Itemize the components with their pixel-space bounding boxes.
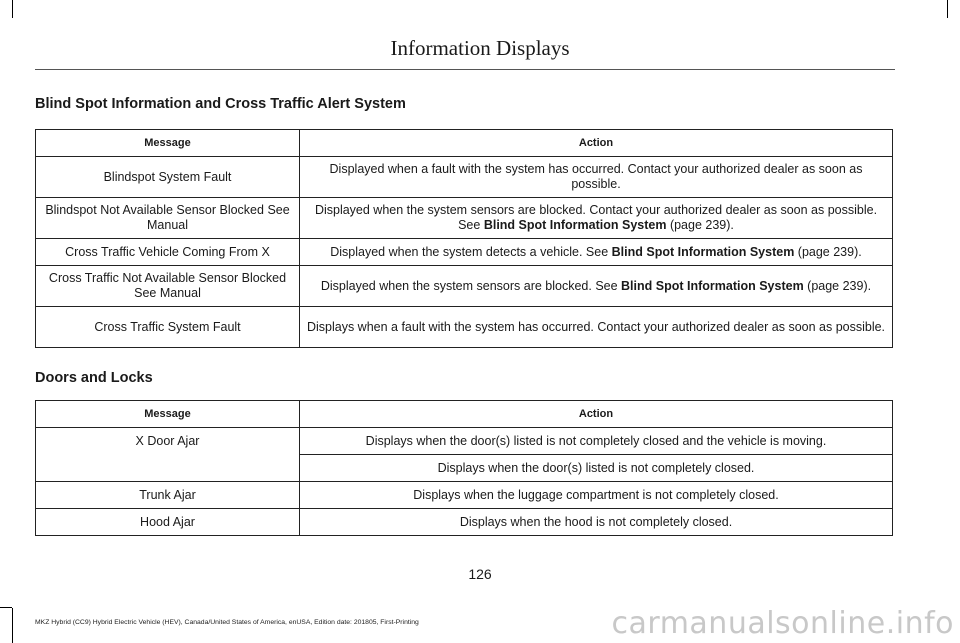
- action-text: (page 239).: [666, 218, 734, 232]
- action-text: Displayed when the system sensors are blocked. See: [320, 278, 622, 293]
- table-row: [36, 266, 893, 307]
- action-text: (page 239).: [794, 244, 862, 259]
- crop-mark-bottom-left-v: [12, 608, 13, 643]
- table-row: [36, 428, 893, 455]
- message-cell: Cross Traffic Vehicle Coming From X: [36, 239, 300, 266]
- page-reference-link[interactable]: Blind Spot Information System: [621, 278, 804, 293]
- message-cell: Blindspot Not Available Sensor Blocked See Manual: [36, 198, 300, 239]
- action-cell: Displays when the door(s) listed is not completely closed.: [300, 455, 893, 482]
- action-cell: [300, 239, 893, 266]
- action-cell: Displays when the hood is not completely closed.: [300, 509, 893, 536]
- blind-spot-message-table: [35, 129, 893, 348]
- page-header: Information Displays: [390, 36, 570, 60]
- column-header-action: Action: [300, 401, 893, 428]
- message-cell: Cross Traffic Not Available Sensor Blocked See Manual: [36, 266, 300, 307]
- action-cell: Displays when a fault with the system has occurred. Contact your authorized dealer as soon as possible.: [300, 307, 893, 348]
- table-row: [36, 482, 893, 509]
- crop-mark-top-left-v: [12, 0, 13, 18]
- table-row: [36, 239, 893, 266]
- section-title-blind-spot: Blind Spot Information and Cross Traffic Alert System: [35, 96, 406, 112]
- column-header-action: Action: [300, 130, 893, 157]
- message-cell: X Door Ajar: [36, 428, 300, 455]
- table-header-row: [36, 401, 893, 428]
- doors-locks-message-table: [35, 400, 893, 536]
- action-cell: Displayed when a fault with the system has occurred. Contact your authorized dealer as soon as possible.: [300, 157, 893, 198]
- crop-mark-top-right-v: [947, 0, 948, 18]
- message-cell: [36, 455, 300, 482]
- footer-edition-info: MKZ Hybrid (CC9) Hybrid Electric Vehicle (HEV), Canada/United States of America, enUSA, Edition date: 201805, First-Printing: [35, 619, 419, 626]
- table-row: [36, 455, 893, 482]
- table-row: [36, 307, 893, 348]
- header-divider: [35, 69, 895, 70]
- message-cell: Hood Ajar: [36, 509, 300, 536]
- crop-mark-bottom-left-h: [0, 607, 12, 608]
- message-cell: Cross Traffic System Fault: [36, 307, 300, 348]
- action-cell: [300, 198, 893, 239]
- message-cell: Blindspot System Fault: [36, 157, 300, 198]
- watermark: carmanualsonline.info: [611, 606, 954, 641]
- section-title-doors-locks: Doors and Locks: [35, 370, 153, 386]
- action-cell: [300, 266, 893, 307]
- page-number: 126: [468, 566, 492, 582]
- table-row: [36, 157, 893, 198]
- table-header-row: [36, 130, 893, 157]
- column-header-message: Message: [36, 401, 300, 428]
- action-cell: Displays when the door(s) listed is not completely closed and the vehicle is moving.: [300, 428, 893, 455]
- action-text: Displayed when the system detects a vehicle. See: [330, 244, 612, 259]
- table-row: [36, 198, 893, 239]
- action-cell: Displays when the luggage compartment is not completely closed.: [300, 482, 893, 509]
- message-cell: Trunk Ajar: [36, 482, 300, 509]
- column-header-message: Message: [36, 130, 300, 157]
- table-row: [36, 509, 893, 536]
- action-text: Displayed when the system sensors are blocked. Contact your authorized dealer as soon as possible. See: [314, 203, 878, 232]
- page-reference-link[interactable]: Blind Spot Information System: [483, 218, 667, 232]
- action-text: (page 239).: [803, 278, 872, 293]
- page-reference-link[interactable]: Blind Spot Information System: [611, 244, 795, 259]
